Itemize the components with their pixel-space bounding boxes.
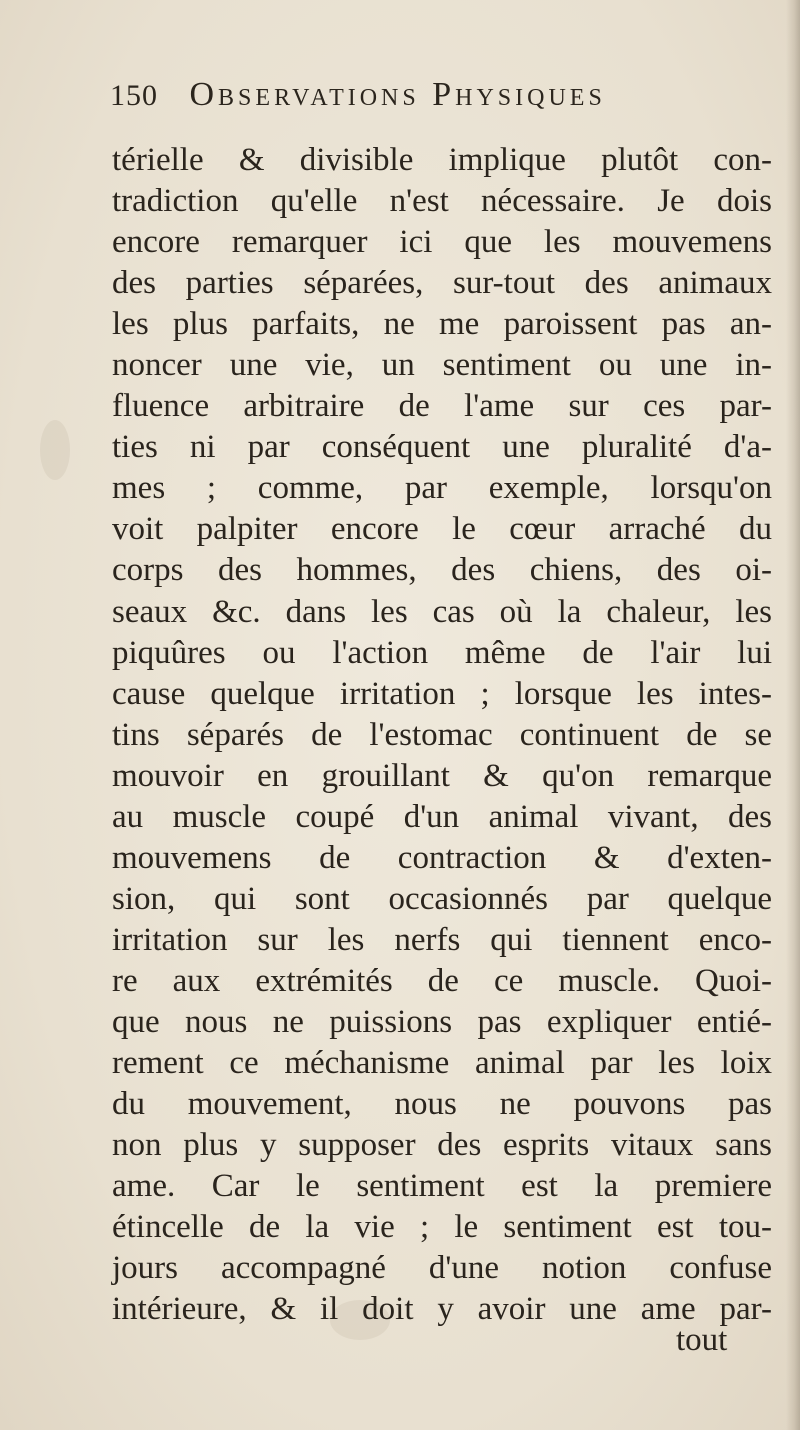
text-line: tradiction qu'elle n'est nécessaire. Je dois (112, 183, 772, 220)
page-header (110, 76, 770, 126)
text-line: seaux &c. dans les cas où la chaleur, les (112, 593, 772, 630)
page-edge-shadow (786, 0, 800, 1430)
page-number: 150 (110, 79, 158, 112)
text-line: tins séparés de l'estomac continuent de se (112, 716, 772, 753)
text-line: les plus parfaits, ne me paroissent pas an- (112, 306, 772, 343)
text-line: encore remarquer ici que les mouvemens (112, 224, 772, 261)
text-line: cause quelque irritation ; lorsque les intes- (112, 675, 772, 712)
text-line: piquûres ou l'action même de l'air lui (112, 634, 772, 671)
text-line: mouvoir en grouillant & qu'on remarque (112, 757, 772, 794)
text-line: ties ni par conséquent une pluralité d'a- (112, 429, 772, 466)
text-line: des parties séparées, sur-tout des animaux (112, 265, 772, 302)
text-line: mouvemens de contraction & d'exten- (112, 839, 772, 876)
text-line: non plus y supposer des esprits vitaux sans (112, 1127, 772, 1164)
text-line: rement ce méchanisme animal par les loix (112, 1045, 772, 1082)
paper-stain (40, 420, 70, 480)
running-title: Observations Physiques (189, 76, 606, 113)
text-line: re aux extrémités de ce muscle. Quoi- (112, 962, 772, 999)
catchword: tout (676, 1322, 728, 1358)
text-line: corps des hommes, des chiens, des oi- (112, 552, 772, 589)
text-line: noncer une vie, un sentiment ou une in- (112, 347, 772, 384)
text-line: irritation sur les nerfs qui tiennent enco- (112, 921, 772, 958)
text-line: que nous ne puissions pas expliquer entié- (112, 1003, 772, 1040)
text-line: sion, qui sont occasionnés par quelque (112, 880, 772, 917)
text-line: du mouvement, nous ne pouvons pas (112, 1086, 772, 1123)
text-line: mes ; comme, par exemple, lorsqu'on (112, 470, 772, 507)
text-line: fluence arbitraire de l'ame sur ces par- (112, 388, 772, 425)
body-text (112, 140, 772, 1330)
text-line: étincelle de la vie ; le sentiment est tou- (112, 1209, 772, 1246)
text-line: intérieure, & il doit y avoir une ame par- (112, 1291, 772, 1328)
text-line: térielle & divisible implique plutôt con- (112, 142, 772, 178)
text-line: jours accompagné d'une notion confuse (112, 1250, 772, 1287)
text-line: au muscle coupé d'un animal vivant, des (112, 798, 772, 835)
text-line: ame. Car le sentiment est la premiere (112, 1168, 772, 1205)
text-line: voit palpiter encore le cœur arraché du (112, 511, 772, 548)
